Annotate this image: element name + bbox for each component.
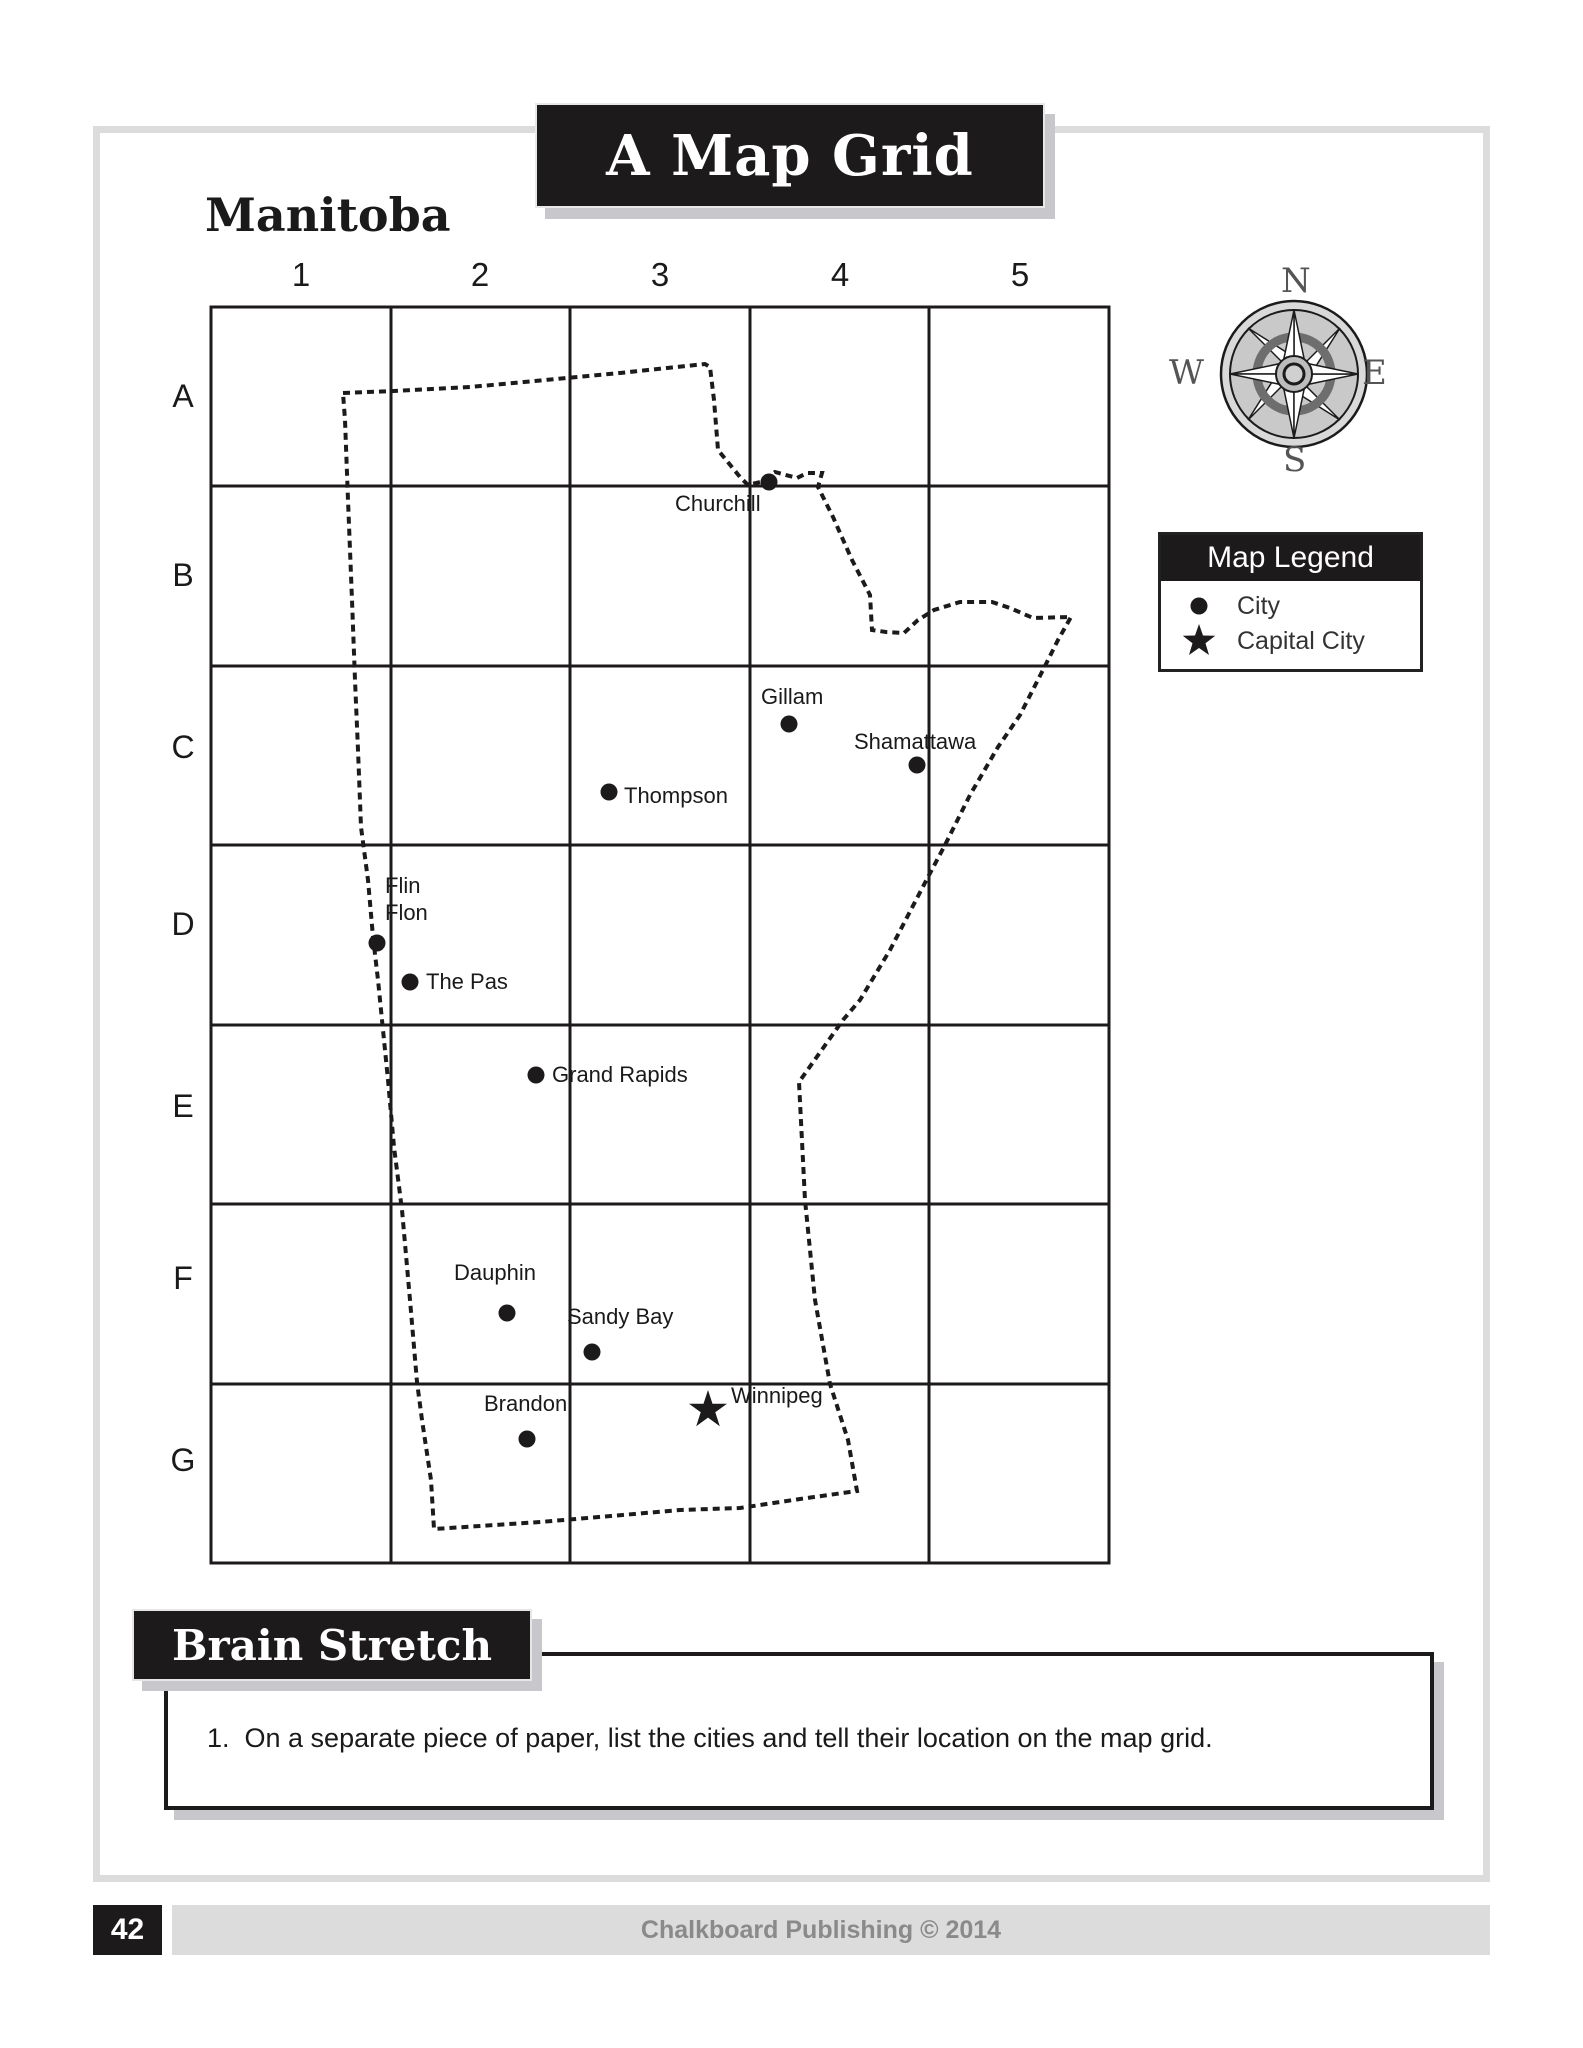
column-label-1: 1 bbox=[291, 256, 311, 293]
row-label-g: G bbox=[170, 1442, 196, 1478]
map-title: Manitoba bbox=[205, 188, 451, 242]
city-dot-gillam bbox=[781, 716, 798, 733]
brain-stretch-heading-banner bbox=[132, 1609, 532, 1681]
row-label-d: D bbox=[171, 906, 195, 942]
capital-star-winnipeg bbox=[689, 1390, 727, 1426]
city-label-sandy-bay: Sandy Bay bbox=[567, 1304, 674, 1329]
city-dot-churchill bbox=[761, 474, 778, 491]
row-label-e: E bbox=[172, 1088, 194, 1124]
city-dot-the-pas bbox=[402, 974, 419, 991]
city-markers bbox=[369, 474, 926, 1448]
column-label-3: 3 bbox=[650, 256, 670, 293]
province-boundary bbox=[343, 364, 1071, 1529]
legend-item-capital bbox=[1161, 624, 1365, 658]
city-dot-dauphin bbox=[499, 1305, 516, 1322]
city-dot-sandy-bay bbox=[584, 1344, 601, 1361]
footer-bar bbox=[172, 1905, 1490, 1955]
column-label-4: 4 bbox=[830, 256, 850, 293]
city-dot-flin-flon bbox=[369, 935, 386, 952]
city-dot-brandon bbox=[519, 1431, 536, 1448]
compass-south-label: S bbox=[1283, 440, 1307, 480]
city-label-shamattawa: Shamattawa bbox=[854, 729, 977, 754]
footer-copyright: Chalkboard Publishing © 2014 bbox=[640, 1915, 1002, 1944]
page-title: A Map Grid bbox=[606, 122, 974, 189]
column-label-2: 2 bbox=[470, 256, 490, 293]
row-label-f: F bbox=[173, 1260, 193, 1296]
brain-stretch-heading: Brain Stretch bbox=[171, 1620, 493, 1670]
map-legend bbox=[1158, 532, 1423, 672]
city-label-dauphin: Dauphin bbox=[454, 1260, 536, 1285]
city-dot-shamattawa bbox=[909, 757, 926, 774]
legend-label-capital: Capital City bbox=[1237, 626, 1365, 655]
column-label-5: 5 bbox=[1010, 256, 1030, 293]
city-label-gillam: Gillam bbox=[761, 684, 824, 709]
city-label-thompson: Thompson bbox=[624, 783, 728, 808]
city-dot-grand-rapids bbox=[528, 1067, 545, 1084]
row-label-b: B bbox=[172, 557, 194, 593]
compass-north-label: N bbox=[1281, 261, 1311, 301]
legend-item-city bbox=[1161, 589, 1280, 623]
star-icon bbox=[1161, 623, 1237, 659]
compass-west-label: W bbox=[1169, 353, 1204, 393]
row-label-a: A bbox=[172, 378, 194, 414]
city-label-winnipeg: Winnipeg bbox=[731, 1383, 823, 1408]
legend-label-city: City bbox=[1237, 591, 1281, 620]
city-dot-icon bbox=[1161, 596, 1237, 616]
compass-east-label: E bbox=[1362, 353, 1387, 393]
city-label-grand-rapids: Grand Rapids bbox=[552, 1062, 688, 1087]
city-label-churchill: Churchill bbox=[675, 491, 761, 516]
grid-lines bbox=[211, 307, 1109, 1563]
city-label-brandon: Brandon bbox=[484, 1391, 568, 1416]
compass-rose-icon bbox=[1214, 294, 1374, 454]
city-label-the-pas: The Pas bbox=[426, 969, 508, 994]
city-label-flin-flon-line2: Flon bbox=[385, 900, 428, 925]
legend-title: Map Legend bbox=[1161, 535, 1420, 581]
city-label-flin-flon-line1: Flin bbox=[385, 873, 421, 898]
brain-stretch-question-1: 1. On a separate piece of paper, list the cities and tell their location on the map grid. bbox=[207, 1723, 1213, 1753]
page-number: 42 bbox=[93, 1905, 162, 1955]
city-dot-thompson bbox=[601, 784, 618, 801]
row-label-c: C bbox=[171, 729, 195, 765]
